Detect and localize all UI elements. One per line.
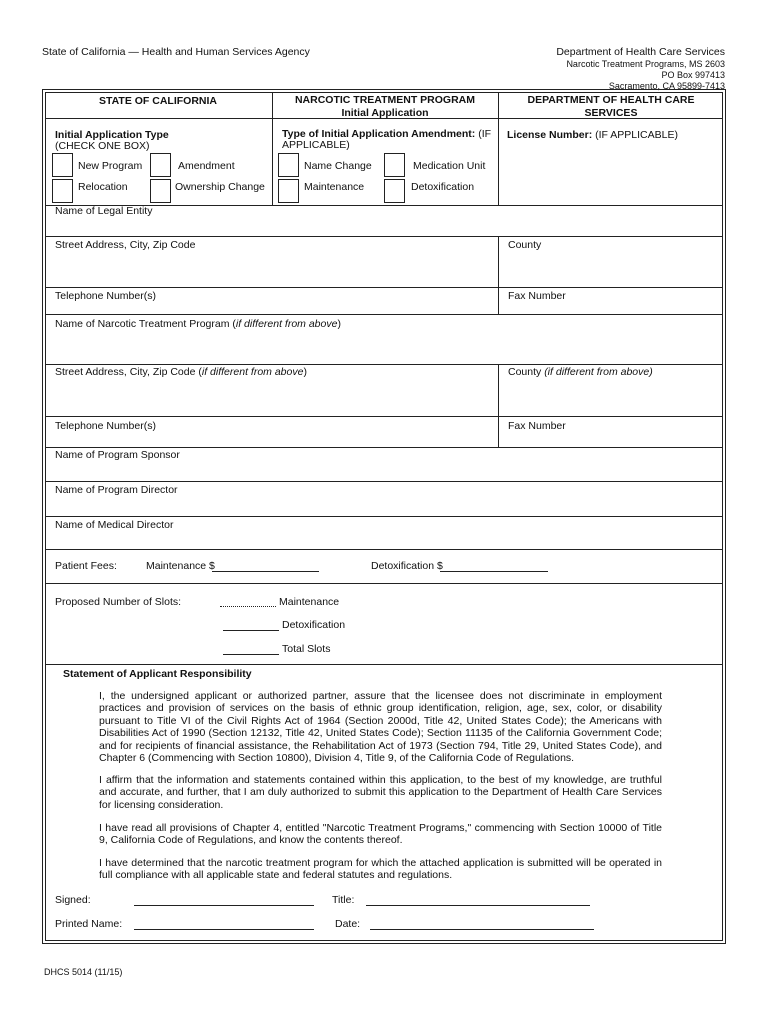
proposed-slots-label: Proposed Number of Slots:	[55, 596, 182, 608]
detoxification-fee-line[interactable]	[440, 571, 548, 572]
ntp-name-label-text: Name of Narcotic Treatment Program (	[55, 318, 236, 330]
statement-paragraph-1: I, the undersigned applicant or authorized partner, assure that the licensee does not discriminate in employment practices and provision of services on the basis of ethnic group identification, religion, age, sex, color, or disability pursuant to Title VI of the Civil Rights Act of 1964 (Section 2000d, Title 42, United States Code); the Americans with Disabilities Act of 1990 (Section 12132, Title 42, United States Code); Section 11135 of the California Government Code; and for recipients of financial assistance, the Rehabilitation Act of 1973 (Section 794, Title 29, United States Code), and Chapter 6 (Commencing with Section 10800), Division 4, Title 9, of the California Code of Regulations.	[99, 690, 662, 765]
county-2-label-text: County	[508, 366, 545, 378]
detoxification-slots-label: Detoxification	[282, 619, 346, 631]
street-address-label: Street Address, City, Zip Code	[55, 239, 196, 251]
department-heading	[499, 94, 723, 119]
address-line: Narcotic Treatment Programs, MS 2603	[566, 59, 725, 69]
program-heading-line1: NARCOTIC TREATMENT PROGRAM	[294, 94, 476, 106]
total-slots-line[interactable]	[223, 654, 279, 655]
telephone-label: Telephone Number(s)	[55, 290, 156, 302]
street-address-2-label	[55, 366, 307, 379]
date-line[interactable]	[370, 929, 594, 930]
title-label: Title:	[332, 894, 355, 906]
amendment-label: Amendment	[178, 160, 235, 172]
statement-paragraph-2: I affirm that the information and statements contained within this application, to the best of my knowledge, are truthful and accurate, and further, that I am duly authorized to submit this application to the Department of Health Care Services for licensing consideration.	[99, 774, 662, 811]
maintenance-slots-line[interactable]	[220, 606, 276, 607]
department-name: Department of Health Care Services	[556, 46, 725, 58]
relocation-label: Relocation	[78, 181, 128, 193]
license-number-label-rest: (IF APPLICABLE)	[592, 129, 678, 141]
fax-2-label: Fax Number	[508, 420, 566, 432]
street-address-2-label-close: )	[303, 366, 307, 378]
new-program-label: New Program	[78, 160, 143, 172]
street-address-2-label-italic: if different from above	[201, 366, 304, 378]
department-heading-line1: DEPARTMENT OF HEALTH CARE	[527, 94, 695, 106]
fax-label: Fax Number	[508, 290, 566, 302]
department-heading-line2: SERVICES	[584, 106, 638, 119]
application-type-subtitle: (CHECK ONE BOX)	[55, 140, 150, 152]
ntp-name-label-italic: if different from above	[235, 318, 338, 330]
street-address-2-label-text: Street Address, City, Zip Code (	[55, 366, 202, 378]
detoxification-fee-label: Detoxification $	[371, 560, 443, 572]
detoxification-label: Detoxification	[411, 181, 475, 193]
agency-name: State of California — Health and Human Services Agency	[42, 46, 310, 58]
statement-title: Statement of Applicant Responsibility	[63, 668, 252, 680]
program-heading	[273, 94, 497, 119]
detoxification-slots-line[interactable]	[223, 630, 279, 631]
form-id: DHCS 5014 (11/15)	[44, 967, 123, 977]
ownership-change-label: Ownership Change	[175, 181, 265, 193]
amendment-type-title-line2: APPLICABLE)	[282, 139, 350, 151]
application-type-title: Initial Application Type	[55, 129, 169, 141]
medication-unit-label: Medication Unit	[413, 160, 486, 172]
statement-paragraph-4: I have determined that the narcotic treatment program for which the attached application is submitted will be operated in full compliance with all applicable state and federal statutes and regulations.	[99, 857, 662, 882]
legal-entity-label: Name of Legal Entity	[55, 205, 153, 217]
name-change-checkbox[interactable]	[278, 153, 299, 177]
license-number-input[interactable]	[507, 150, 717, 200]
street-address-input[interactable]	[55, 254, 490, 284]
maintenance-checkbox[interactable]	[278, 179, 299, 203]
maintenance-slots-label: Maintenance	[279, 596, 340, 608]
medical-director-label: Name of Medical Director	[55, 519, 174, 531]
ownership-change-checkbox[interactable]	[150, 179, 171, 203]
signed-label: Signed:	[55, 894, 91, 906]
address-line: PO Box 997413	[661, 70, 725, 80]
program-sponsor-label: Name of Program Sponsor	[55, 449, 180, 461]
new-program-checkbox[interactable]	[52, 153, 73, 177]
patient-fees-label: Patient Fees:	[55, 560, 117, 572]
printed-name-line[interactable]	[134, 929, 314, 930]
total-slots-label: Total Slots	[282, 643, 331, 655]
maintenance-fee-label: Maintenance $	[146, 560, 215, 572]
printed-name-label: Printed Name:	[55, 918, 123, 930]
department-address	[566, 59, 725, 92]
relocation-checkbox[interactable]	[52, 179, 73, 203]
amendment-type-title-rest: (IF	[475, 128, 492, 140]
statement-paragraph-3: I have read all provisions of Chapter 4, entitled "Narcotic Treatment Programs," commencing with Section 10000 of Title 9, California Code of Regulations, and know the contents thereof.	[99, 822, 662, 847]
maintenance-label: Maintenance	[304, 181, 365, 193]
telephone-2-label: Telephone Number(s)	[55, 420, 156, 432]
license-number-label-bold: License Number:	[507, 129, 593, 141]
license-number-label	[507, 129, 678, 142]
county-input[interactable]	[508, 254, 718, 284]
name-change-label: Name Change	[304, 160, 372, 172]
title-line[interactable]	[366, 905, 590, 906]
medication-unit-checkbox[interactable]	[384, 153, 405, 177]
amendment-checkbox[interactable]	[150, 153, 171, 177]
amendment-type-title	[282, 129, 491, 151]
legal-entity-input[interactable]	[55, 218, 715, 234]
detoxification-checkbox[interactable]	[384, 179, 405, 203]
ntp-name-label	[55, 318, 341, 331]
address-line: Sacramento, CA 95899-7413	[608, 81, 725, 91]
county-2-label-italic: (if different from above)	[544, 366, 653, 378]
state-heading: STATE OF CALIFORNIA	[98, 95, 218, 107]
maintenance-fee-line[interactable]	[212, 571, 319, 572]
ntp-name-label-close: )	[337, 318, 341, 330]
program-heading-line2: Initial Application	[341, 106, 429, 119]
program-director-label: Name of Program Director	[55, 484, 178, 496]
ntp-name-input[interactable]	[55, 333, 715, 361]
date-label: Date:	[335, 918, 361, 930]
county-label: County	[508, 239, 542, 251]
signature-line[interactable]	[134, 905, 314, 906]
county-2-label	[508, 366, 653, 379]
amendment-type-title-bold: Type of Initial Application Amendment:	[282, 128, 476, 140]
